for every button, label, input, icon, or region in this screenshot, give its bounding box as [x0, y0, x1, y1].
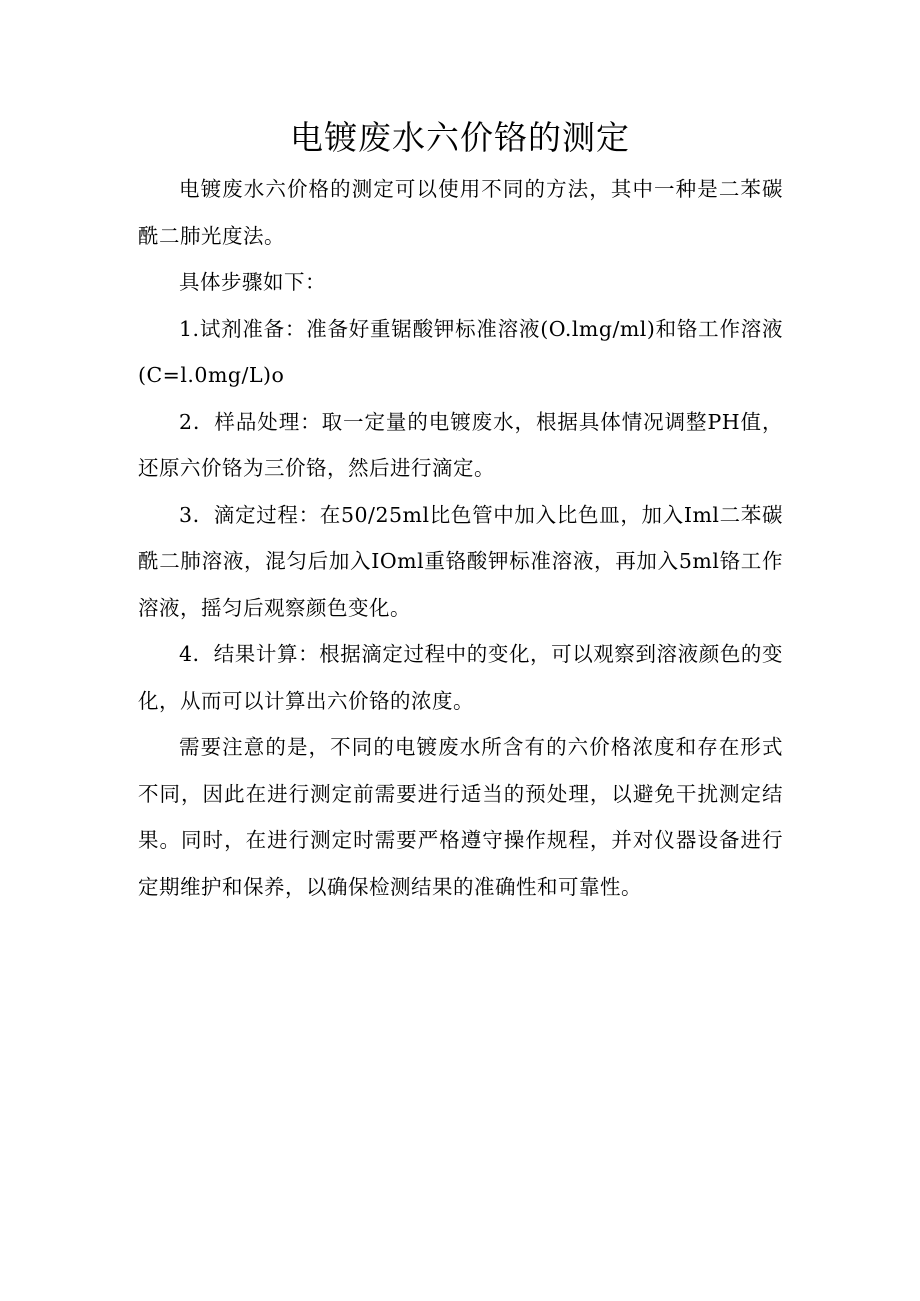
- paragraph-step-4: 4．结果计算：根据滴定过程中的变化，可以观察到溶液颜色的变化，从而可以计算出六价铬的浓度。: [138, 642, 783, 713]
- document-title: 电镀废水六价铬的测定: [290, 118, 630, 157]
- paragraph-steps-heading: 具体步骤如下：: [179, 270, 326, 294]
- paragraph-notes: 需要注意的是，不同的电镀废水所含有的六价格浓度和存在形式不同，因此在进行测定前需要进行适当的预处理，以避免干扰测定结果。同时，在进行测定时需要严格遵守操作规程，并对仪器设备进行定期维护和保养，以确保检测结果的准确性和可靠性。: [138, 735, 783, 899]
- paragraph-step-1: 1.试剂准备：准备好重锯酸钾标准溶液(O.lmg∕ml)和铬工作溶液(C=l.0mg∕L)o: [138, 316, 783, 387]
- paragraph-step-2: 2．样品处理：取一定量的电镀废水，根据具体情况调整PH值，还原六价铬为三价铬，然后进行滴定。: [138, 409, 783, 480]
- document-body: [138, 166, 783, 910]
- paragraph-step-3: 3．滴定过程：在50∕25ml比色管中加入比色皿，加入Iml二苯碳酰二肺溶液，混匀后加入IOml重铬酸钾标准溶液，再加入5ml铬工作溶液，摇匀后观察颜色变化。: [138, 502, 783, 620]
- paragraph-intro: 电镀废水六价格的测定可以使用不同的方法，其中一种是二苯碳酰二肺光度法。: [138, 177, 783, 248]
